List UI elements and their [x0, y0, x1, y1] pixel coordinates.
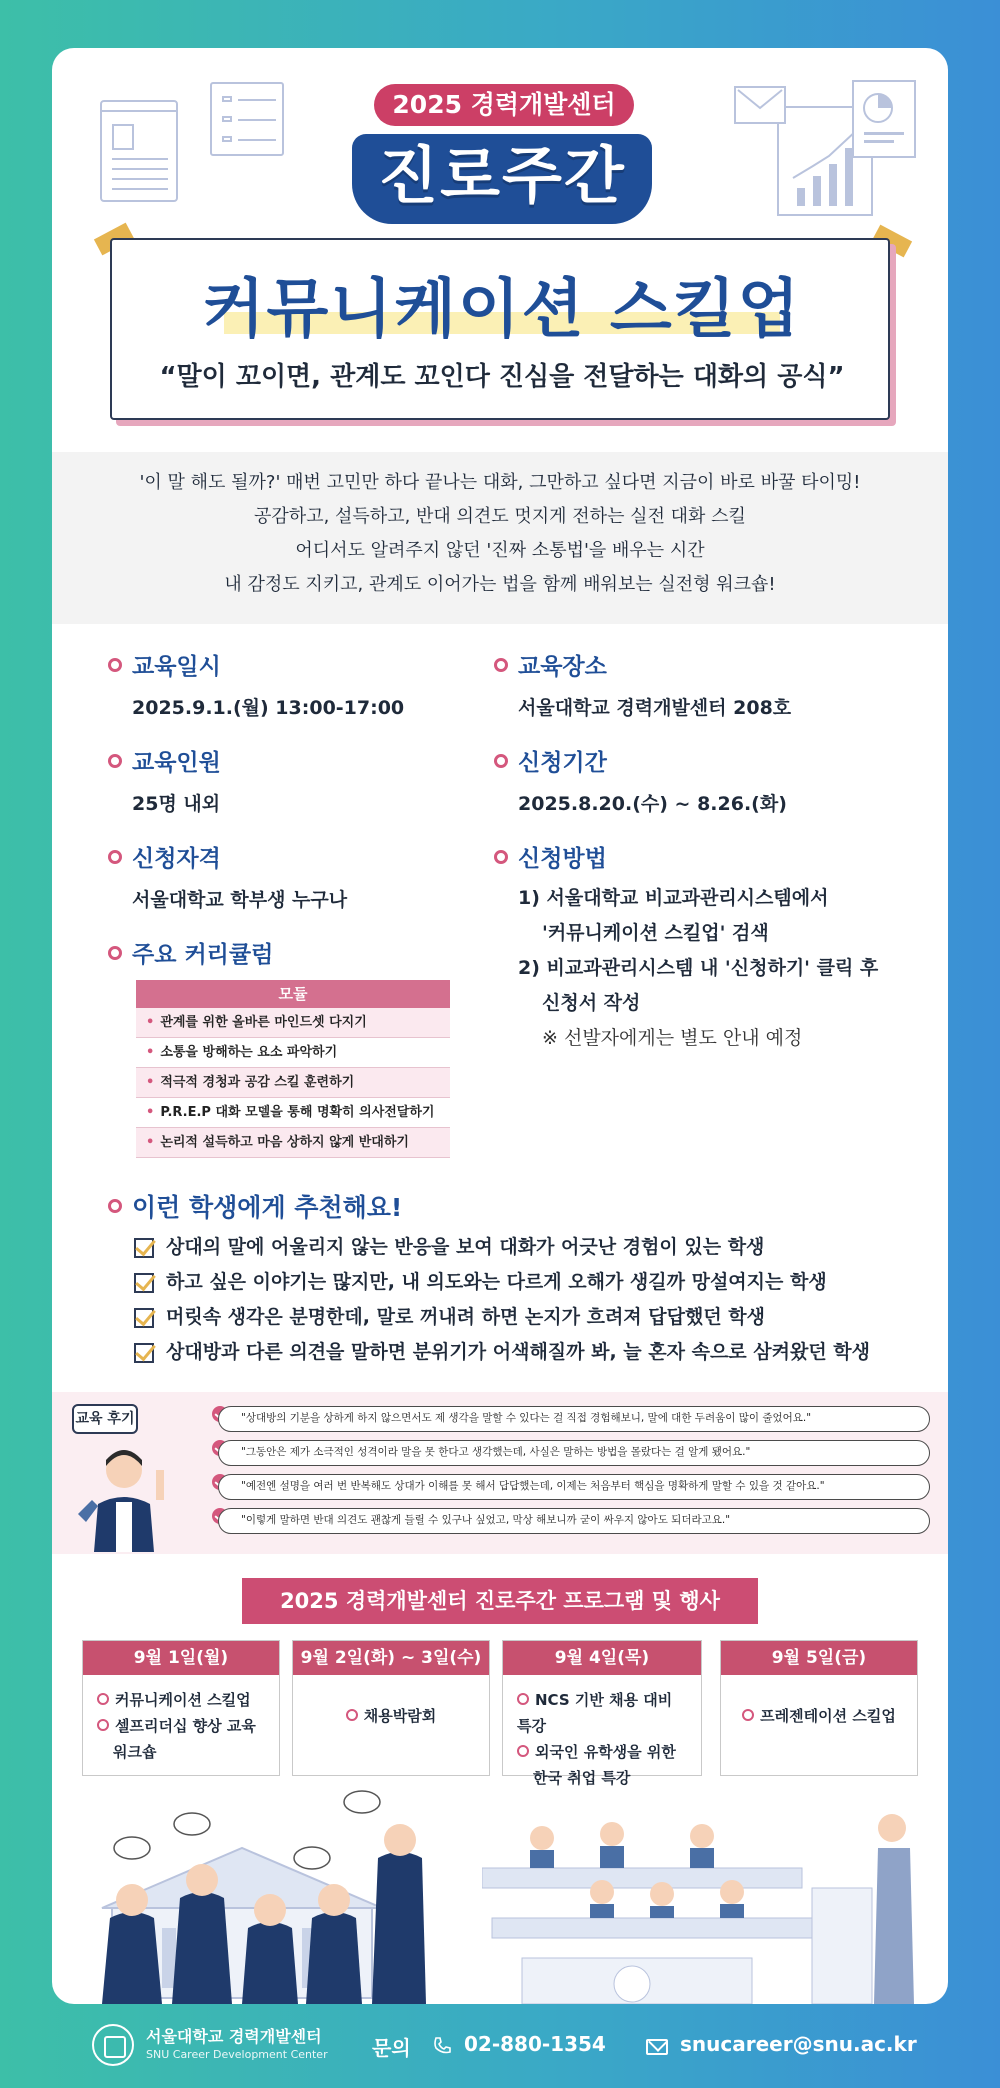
curriculum-row: • 관계를 위한 올바른 마인드셋 다지기 — [136, 1008, 450, 1038]
info-label: 교육일시 — [132, 654, 221, 680]
schedule-events — [721, 1675, 917, 1741]
info-place — [494, 648, 791, 725]
info-value: 서울대학교 학부생 누구나 — [132, 889, 348, 911]
method-note: ※ 선발자에게는 별도 안내 예정 — [542, 1027, 803, 1049]
pie-chart-document-icon — [852, 80, 916, 158]
snu-logo-icon — [92, 2024, 134, 2066]
program-title: 커뮤니케이션 스킬업 — [202, 273, 802, 347]
students-group-illustration-icon — [62, 1788, 502, 2004]
bullet-circle-icon — [494, 850, 508, 864]
schedule-day — [292, 1640, 490, 1776]
intro-section — [52, 452, 948, 624]
mail-icon — [734, 86, 786, 124]
intro-line: 내 감정도 지키고, 관계도 이어가는 법을 함께 배워보는 실전형 워크숍! — [224, 574, 776, 595]
schedule-date: 9월 4일(목) — [503, 1641, 701, 1675]
recommend-list — [134, 1230, 870, 1370]
checkbox-checked-icon — [134, 1343, 154, 1363]
info-label: 교육장소 — [518, 654, 607, 680]
recommend-item — [134, 1230, 870, 1265]
checkbox-checked-icon — [134, 1238, 154, 1258]
schedule-date: 9월 5일(금) — [721, 1641, 917, 1675]
schedule-date: 9월 2일(화) ~ 3일(수) — [293, 1641, 489, 1675]
info-label: 신청자격 — [132, 846, 221, 872]
bullet-circle-icon — [494, 658, 508, 672]
reviews-label: 교육 후기 — [72, 1404, 138, 1434]
recommend-item-text: 하고 싶은 이야기는 많지만, 내 의도와는 다르게 오해가 생길까 망설여지는 학생 — [166, 1271, 827, 1293]
method-step: '커뮤니케이션 스킬업' 검색 — [542, 922, 769, 944]
curriculum-header: 모듈 — [136, 980, 450, 1008]
reviews-section — [52, 1392, 948, 1554]
info-eligibility — [108, 840, 347, 917]
schedule-event: 커뮤니케이션 스킬업 — [97, 1687, 265, 1713]
recommend-title — [108, 1188, 402, 1224]
bullet-circle-icon — [108, 1199, 122, 1213]
footer-inquiry-label: 문의 — [372, 2036, 411, 2060]
schedule-date: 9월 1일(월) — [83, 1641, 279, 1675]
bullet-circle-icon — [108, 658, 122, 672]
event-pre-title: 2025 경력개발센터 — [374, 84, 634, 126]
poster-card — [52, 48, 948, 2004]
schedule-events — [503, 1675, 701, 1803]
classroom-illustration-icon — [482, 1808, 942, 2004]
curriculum-row: • P.R.E.P 대화 모델을 통해 명확히 의사전달하기 — [136, 1098, 450, 1128]
phone-icon — [432, 2036, 452, 2056]
schedule-event: 워크숍 — [113, 1743, 157, 1761]
program-subtitle: “말이 꼬이면, 관계도 꼬인다 진심을 전달하는 대화의 공식” — [159, 362, 845, 392]
email-icon — [646, 2039, 668, 2055]
info-curriculum — [108, 936, 273, 969]
info-label: 신청기간 — [518, 750, 607, 776]
schedule-day — [720, 1640, 918, 1776]
checkbox-checked-icon — [134, 1273, 154, 1293]
recommend-title-text: 이런 학생에게 추천해요! — [132, 1193, 403, 1222]
recommend-item-text: 머릿속 생각은 분명한데, 말로 꺼내려 하면 논지가 흐려져 답답했던 학생 — [166, 1306, 766, 1328]
review-bubble: "이렇게 말하면 반대 의견도 괜찮게 들릴 수 있구나 싶었고, 막상 해보니까 굳이 싸우지 않아도 되더라고요." — [218, 1508, 930, 1534]
review-bubble: "예전엔 설명을 여러 번 반복해도 상대가 이해를 못 해서 답답했는데, 이제는 처음부터 핵심을 명확하게 말할 수 있을 것 같아요." — [218, 1474, 930, 1500]
info-label: 교육인원 — [132, 750, 221, 776]
method-steps — [518, 881, 878, 1056]
recommend-item-text: 상대의 말에 어울리지 않는 반응을 보여 대화가 어긋난 경험이 있는 학생 — [166, 1236, 765, 1258]
info-value: 25명 내외 — [132, 793, 221, 815]
info-label: 주요 커리큘럼 — [132, 942, 274, 968]
intro-line: '이 말 해도 될까?' 매번 고민만 하다 끝나는 대화, 그만하고 싶다면 지금이 바로 바꿀 타이밍! — [139, 472, 861, 493]
schedule-event: 프레젠테이션 스킬업 — [735, 1703, 903, 1729]
review-bubble: "상대방의 기분을 상하게 하지 않으면서도 제 생각을 말할 수 있다는 걸 직접 경험해보니, 말에 대한 두려움이 많이 줄었어요." — [218, 1406, 930, 1432]
resume-document-icon — [100, 100, 178, 202]
curriculum-row: • 소통을 방해하는 요소 파악하기 — [136, 1038, 450, 1068]
schedule-day — [82, 1640, 280, 1776]
schedule-event: NCS 기반 채용 대비 특강 — [517, 1687, 687, 1739]
info-date — [108, 648, 404, 725]
schedule-event: 채용박람회 — [307, 1703, 475, 1729]
checkbox-checked-icon — [134, 1308, 154, 1328]
method-step: 1) 서울대학교 비교과관리시스템에서 — [518, 887, 829, 909]
recommend-item — [134, 1335, 870, 1370]
schedule-events — [83, 1675, 279, 1777]
schedule-events — [293, 1675, 489, 1741]
bullet-circle-icon — [108, 850, 122, 864]
footer-phone[interactable]: 02-880-1354 — [464, 2032, 606, 2056]
info-method — [494, 840, 878, 1056]
review-bubble: "그동안은 제가 소극적인 성격이라 말을 못 한다고 생각했는데, 사실은 말하는 방법을 몰랐다는 걸 알게 됐어요." — [218, 1440, 930, 1466]
info-period — [494, 744, 787, 821]
recommend-item — [134, 1300, 870, 1335]
recommend-item — [134, 1265, 870, 1300]
schedule-event: 외국인 유학생을 위한 — [517, 1739, 687, 1765]
method-step: 신청서 작성 — [542, 992, 641, 1014]
info-value: 2025.8.20.(수) ~ 8.26.(화) — [518, 793, 787, 815]
schedule-event: 셀프리더십 향상 교육 — [97, 1713, 265, 1739]
bullet-circle-icon — [108, 946, 122, 960]
program-banner — [110, 238, 890, 420]
footer — [0, 2012, 1000, 2088]
curriculum-row: • 논리적 설득하고 마음 상하지 않게 반대하기 — [136, 1128, 450, 1158]
recommend-item-text: 상대방과 다른 의견을 말하면 분위기가 어색해질까 봐, 늘 혼자 속으로 삼켜왔던 학생 — [166, 1341, 871, 1363]
checklist-document-icon — [210, 82, 284, 156]
curriculum-table — [136, 980, 450, 1158]
info-capacity — [108, 744, 221, 821]
info-label: 신청방법 — [518, 846, 607, 872]
curriculum-row: • 적극적 경청과 공감 스킬 훈련하기 — [136, 1068, 450, 1098]
intro-line: 어디서도 알려주지 않던 '진짜 소통법'을 배우는 시간 — [295, 540, 705, 561]
bullet-circle-icon — [108, 754, 122, 768]
schedule-event: 한국 취업 특강 — [533, 1769, 631, 1787]
intro-line: 공감하고, 설득하고, 반대 의견도 멋지게 전하는 실전 대화 스킬 — [254, 506, 746, 527]
method-step: 2) 비교과관리시스템 내 '신청하기' 클릭 후 — [518, 957, 879, 979]
info-value: 서울대학교 경력개발센터 208호 — [518, 697, 792, 719]
footer-org-name: 서울대학교 경력개발센터 — [146, 2027, 322, 2046]
info-value: 2025.9.1.(월) 13:00-17:00 — [132, 697, 405, 719]
main-title: 진로주간 — [378, 139, 626, 212]
bullet-circle-icon — [494, 754, 508, 768]
footer-org-eng: SNU Career Development Center — [146, 2048, 328, 2061]
student-illustration-icon — [72, 1440, 184, 1552]
schedule-day — [502, 1640, 702, 1787]
footer-email[interactable]: snucareer@snu.ac.kr — [680, 2032, 917, 2056]
schedule-title: 2025 경력개발센터 진로주간 프로그램 및 행사 — [242, 1578, 758, 1624]
